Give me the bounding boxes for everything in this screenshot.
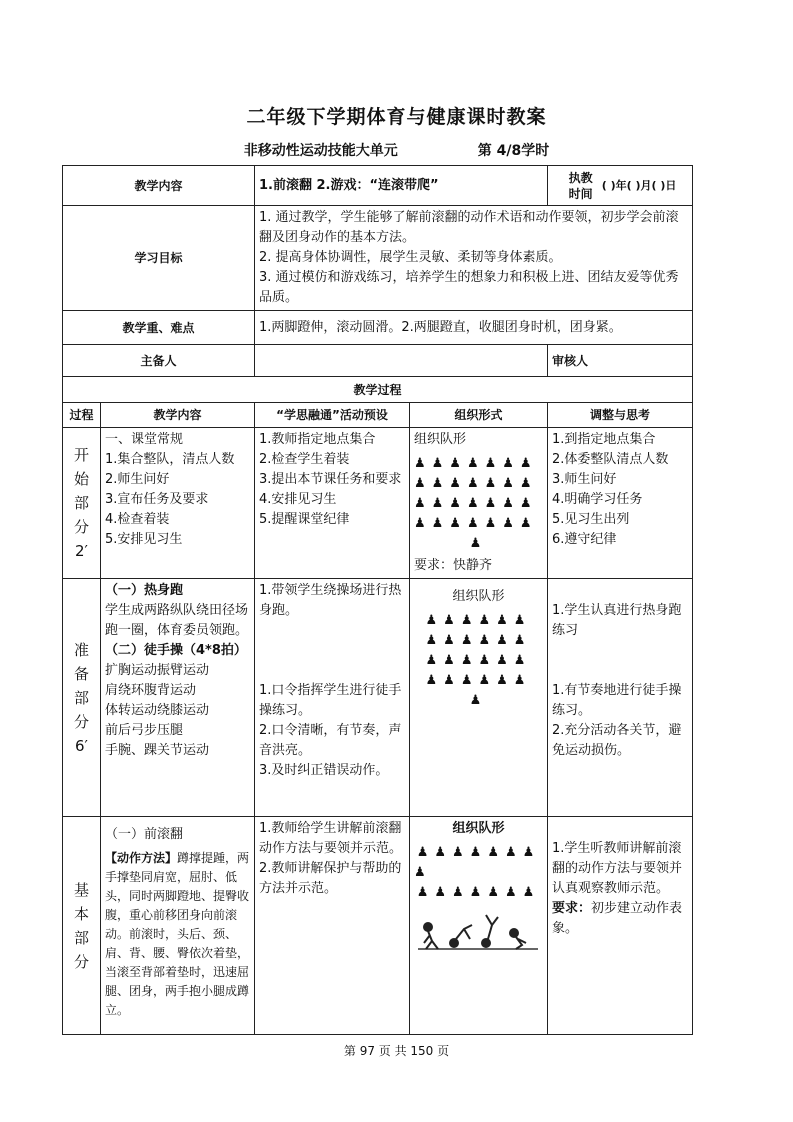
warmup-content: （一）热身跑 学生成两路纵队绕田径场跑一圈，体育委员领跑。 （二）徒手操（4*8拍） 扩胸运动振臂运动 肩绕环腹背运动 体转运动绕膝运动 前后弓步压腿 手腕、踝关节运动 (101, 579, 255, 817)
key-points-label: 教学重、难点 (63, 311, 255, 345)
process-title: 教学过程 (63, 377, 693, 403)
formation-note: 要求：快静齐 (414, 558, 493, 573)
unit-name: 非移动性运动技能大单元 (243, 143, 398, 159)
reviewer-label: 审核人 (548, 345, 693, 377)
figure-4 (510, 929, 526, 949)
page-title: 二年级下学期体育与健康课时教案 (246, 106, 547, 128)
goal-item: 2. 提高身体协调性，展学生灵敏、柔韧等身体素质。 (259, 250, 562, 265)
date-cell (548, 166, 693, 206)
goals-value (255, 206, 693, 311)
lesson-number: 第 4/8学时 (477, 143, 550, 159)
formation-label: 组织队形 (452, 821, 505, 836)
content-label: 教学内容 (63, 166, 255, 206)
goals-label: 学习目标 (63, 206, 255, 311)
figure-2 (450, 925, 472, 947)
basic-reflection: 1.学生听教师讲解前滚翻的动作方法与要领并认真观察教师示范。 要求：初步建立动作表象。 (548, 817, 693, 1035)
formation-label: 组织队形 (452, 589, 505, 604)
column-header-row (63, 403, 693, 428)
lesson-plan-table (62, 165, 693, 1035)
stage-start: 开 始 部 分 2′ (63, 428, 101, 579)
warmup-reflection: 1.学生认真进行热身跑练习 1.有节奏地进行徒手操练习。 2.充分活动各关节，避免运动损伤。 (548, 579, 693, 817)
date-label: 执教时间 (568, 170, 593, 201)
section-start (63, 428, 693, 579)
forward-roll-illustration (414, 909, 542, 955)
figure-1 (424, 923, 438, 949)
formation-diagram: ♟♟♟♟♟♟ ♟♟♟♟♟♟ ♟♟♟♟♟♟ ♟♟♟♟♟♟ ♟ (425, 613, 532, 708)
stage-basic: 基 本 部 分 (63, 817, 101, 1035)
formation-diagram: ♟♟♟♟♟♟♟ ♟♟♟♟♟♟♟ ♟♟♟♟♟♟♟ ♟♟♟♟♟♟♟ ♟ (414, 456, 538, 551)
col-stage: 过程 (63, 403, 101, 428)
figure-3 (482, 915, 498, 947)
basic-organization (410, 817, 548, 1035)
section-warmup (63, 579, 693, 817)
col-reflection: 调整与思考 (548, 403, 693, 428)
section-basic (63, 817, 693, 1035)
process-title-row (63, 377, 693, 403)
preparer-label: 主备人 (63, 345, 255, 377)
staff-row (63, 345, 693, 377)
stage-warmup: 准 备 部 分 6′ (63, 579, 101, 817)
formation-label: 组织队形 (414, 432, 467, 447)
content-value: 1.前滚翻 2.游戏：“连滚带爬” (255, 166, 548, 206)
basic-content: （一）前滚翻 【动作方法】蹲撑提踵，两手撑垫同肩宽，屈肘、低头，同时两脚蹬地、提臀收腹，重心前移团身向前滚动。前滚时，头后、颈、肩、背、腰、臀依次着垫，当滚至背部着垫时，迅速屈腿、团身，两手抱小腿成蹲立。 (101, 817, 255, 1035)
goal-item: 3. 通过模仿和游戏练习，培养学生的想象力和积极上进、团结友爱等优秀品质。 (259, 270, 679, 305)
date-value: ( )年( )月( )日 (601, 178, 677, 192)
key-points-row (63, 311, 693, 345)
page-subtitle (0, 140, 793, 160)
col-organization: 组织形式 (410, 403, 548, 428)
goals-row (63, 206, 693, 311)
start-activity: 1.教师指定地点集合 2.检查学生着装 3.提出本节课任务和要求 4.安排见习生 5.提醒课堂纪律 (255, 428, 410, 579)
page-footer: 第 97 页 共 150 页 (343, 1044, 450, 1058)
formation-diagram: ♟♟♟♟♟♟♟ ♟ ♟♟♟♟♟♟♟ (414, 845, 541, 900)
start-content: 一、课堂常规 1.集合整队，清点人数 2.师生问好 3.宣布任务及要求 4.检查着装 5.安排见习生 (101, 428, 255, 579)
content-row (63, 166, 693, 206)
warmup-organization (410, 579, 548, 817)
start-organization (410, 428, 548, 579)
warmup-activity: 1.带领学生绕操场进行热身跑。 1.口令指挥学生进行徒手操练习。 2.口令清晰，有节奏，声音洪亮。 3.及时纠正错误动作。 (255, 579, 410, 817)
start-reflection: 1.到指定地点集合 2.体委整队清点人数 3.师生问好 4.明确学习任务 5.见习生出列 6.遵守纪律 (548, 428, 693, 579)
basic-activity: 1.教师给学生讲解前滚翻动作方法与要领并示范。 2.教师讲解保护与帮助的方法并示范。 (255, 817, 410, 1035)
goal-item: 1. 通过教学，学生能够了解前滚翻的动作术语和动作要领，初步学会前滚翻及团身动作的基本方法。 (259, 210, 679, 245)
preparer-value (255, 345, 548, 377)
key-points-value: 1.两脚蹬伸，滚动圆滑。2.两腿蹬直，收腿团身时机，团身紧。 (255, 311, 693, 345)
col-content: 教学内容 (101, 403, 255, 428)
col-activity: “学思融通”活动预设 (255, 403, 410, 428)
